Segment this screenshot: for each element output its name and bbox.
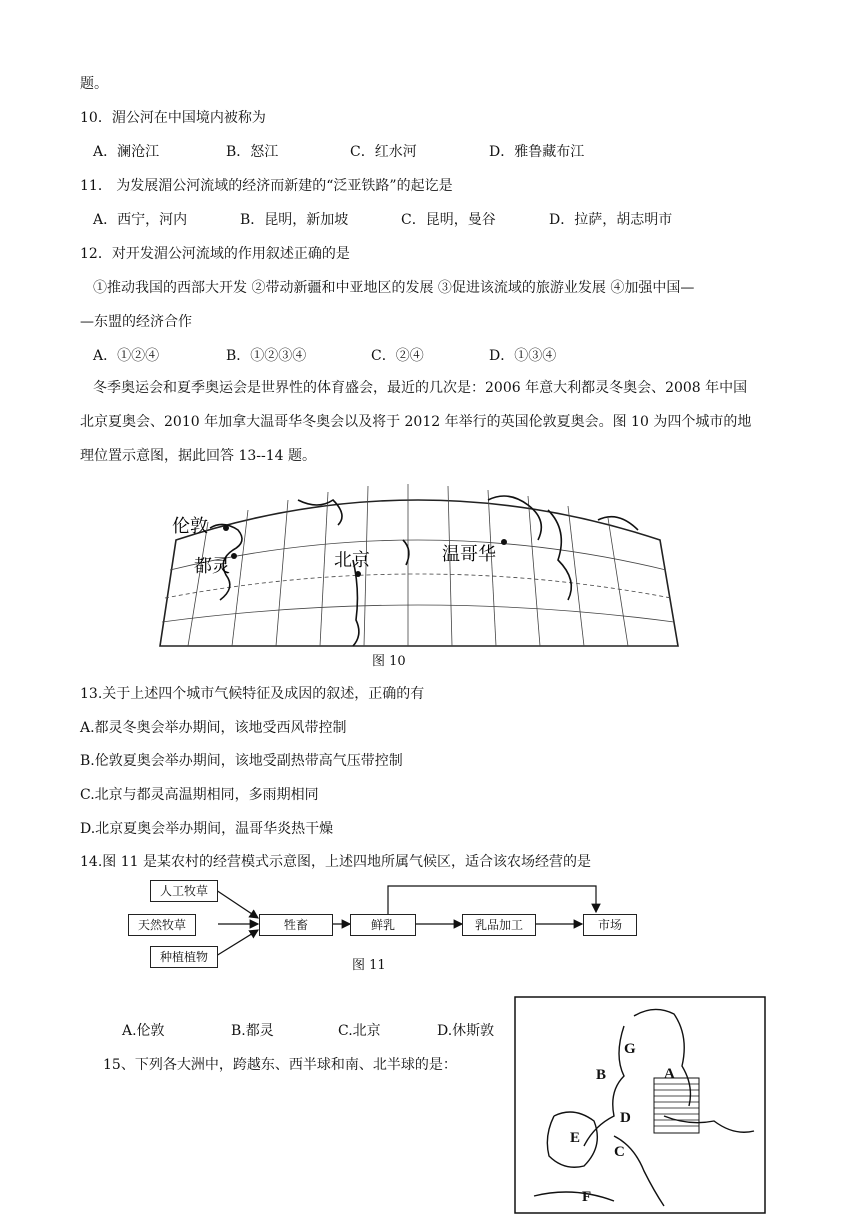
q10-option-d: D．雅鲁藏布江 [489,144,585,160]
box-fresh-milk: 鲜乳 [350,914,416,936]
map-label-b: B [596,1067,607,1083]
q12-stem: 12．对开发湄公河流域的作用叙述正确的是 [80,246,350,262]
label-beijing: 北京 [334,550,370,571]
label-turin: 都灵 [194,556,230,577]
box-dairy-processing: 乳品加工 [462,914,536,936]
q11-option-c: C．昆明，曼谷 [401,212,496,228]
q10-option-c: C．红水河 [350,144,417,160]
q11-option-a: A．西宁，河内 [93,212,188,228]
label-london: 伦敦 [172,516,208,537]
q13-stem: 13.关于上述四个城市气候特征及成因的叙述，正确的有 [80,686,425,702]
box-livestock: 牲畜 [259,914,333,936]
map-label-g: G [624,1041,636,1057]
q14-stem: 14.图 11 是某农村的经营模式示意图，上述四地所属气候区，适合该农场经营的是 [80,854,591,870]
passage-line1: 冬季奥运会和夏季奥运会是世界性的体育盛会，最近的几次是：2006 年意大利都灵冬奥会、2008 年中国 [93,380,748,396]
map-label-e: E [570,1130,581,1146]
figure10-map [148,470,688,650]
passage-line2: 北京夏奥会、2010 年加拿大温哥华冬奥会以及将于 2012 年举行的英国伦敦夏奥会。图 10 为四个城市的地 [80,414,752,430]
figure10-caption: 图 10 [372,654,406,669]
box-market: 市场 [583,914,637,936]
q14-option-d: D.休斯敦 [437,1023,495,1039]
passage-line3: 理位置示意图，据此回答 13--14 题。 [80,448,316,464]
figure11-caption: 图 11 [352,958,386,973]
q15-stem: 15、下列各大洲中，跨越东、西半球和南、北半球的是： [103,1057,457,1073]
map-label-f: F [582,1189,592,1205]
q12-statements-line2: —东盟的经济合作 [80,314,192,330]
box-crops: 种植植物 [150,946,218,968]
q12-option-a: A．①②④ [93,348,160,364]
q14-option-b: B.都灵 [231,1023,274,1039]
label-vancouver: 温哥华 [442,544,496,565]
q10-option-a: A．澜沧江 [93,144,160,160]
map-label-c: C [614,1144,625,1160]
q12-option-c: C．②④ [371,348,424,364]
q11-option-b: B．昆明，新加坡 [240,212,349,228]
q13-option-d: D.北京夏奥会举办期间，温哥华炎热干燥 [80,821,334,837]
q13-option-b: B.伦敦夏奥会举办期间，该地受副热带高气压带控制 [80,753,403,769]
q11-stem: 11． 为发展湄公河流域的经济而新建的“泛亚铁路”的起讫是 [80,178,453,194]
q10-option-b: B．怒江 [226,144,279,160]
q13-option-a: A.都灵冬奥会举办期间，该地受西风带控制 [80,720,347,736]
q14-option-c: C.北京 [338,1023,381,1039]
europe-map [514,996,766,1214]
q11-option-d: D．拉萨，胡志明市 [549,212,673,228]
q12-statements-line1: ①推动我国的西部大开发 ②带动新疆和中亚地区的发展 ③促进该流域的旅游业发展 ④加强中国— [93,280,695,296]
box-artificial-grass: 人工牧草 [150,880,218,902]
q12-option-d: D．①③④ [489,348,557,364]
map-label-d: D [620,1110,631,1126]
q13-option-c: C.北京与都灵高温期相同，多雨期相同 [80,787,319,803]
q12-option-b: B．①②③④ [226,348,307,364]
box-natural-grass: 天然牧草 [128,914,196,936]
top-fragment: 题。 [80,76,108,92]
q14-option-a: A.伦敦 [122,1023,165,1039]
q10-stem: 10．湄公河在中国境内被称为 [80,110,266,126]
map-label-a: A [664,1066,675,1082]
